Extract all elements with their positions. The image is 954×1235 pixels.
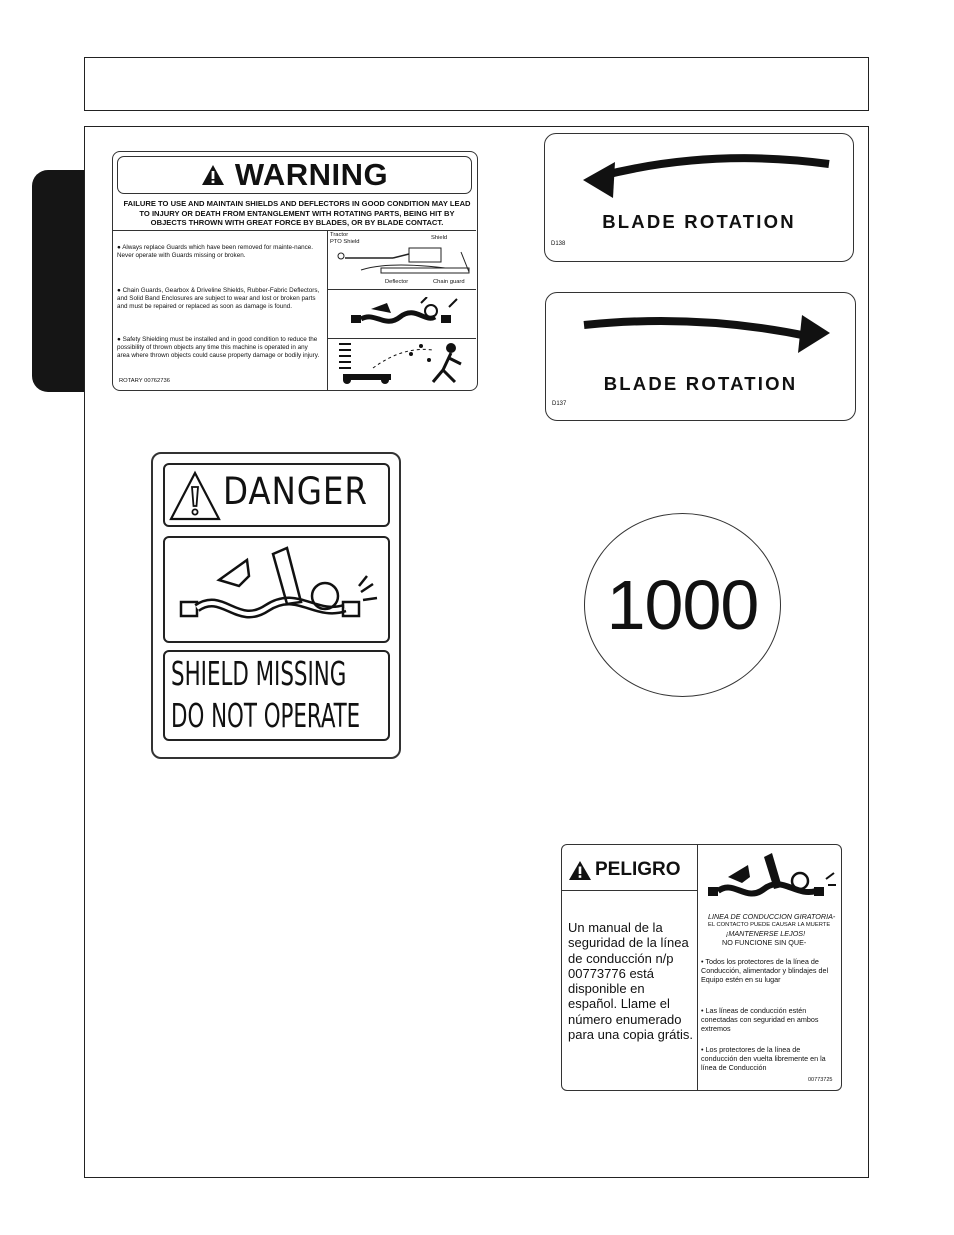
section-tab: [32, 170, 84, 392]
danger-title: DANGER: [223, 470, 368, 513]
danger-line-2: DO NOT OPERATE: [171, 696, 361, 735]
thrown-objects-icon: [333, 340, 473, 386]
entanglement-icon: [702, 851, 838, 913]
blade-rotation-decal-right: [545, 292, 856, 421]
arrow-right-icon: [580, 307, 832, 357]
divider: [562, 890, 697, 891]
blade-rotation-label: BLADE ROTATION: [603, 373, 798, 394]
warning-bullet-1: ● Always replace Guards which have been removed for mainte-nance. Never operate with Guards missing or broken.: [117, 244, 313, 259]
peligro-keep-away: ¡MANTENERSE LEJOS!: [726, 929, 806, 938]
decal-code: D138: [551, 241, 566, 247]
peligro-bullet-3: • Los protectores de la línea de conducción den vuelta libremente en la línea de Conducción: [701, 1045, 826, 1072]
divider: [697, 845, 698, 1090]
warning-title: WARNING: [234, 157, 389, 192]
divider: [113, 230, 476, 231]
decal-code: D137: [552, 401, 567, 407]
peligro-body: Un manual de la seguridad de la línea de conducción n/p 00773776 está disponible en español. Llame el número enumerado para una copia grátis.: [568, 920, 694, 1043]
divider: [327, 289, 476, 290]
warning-decal: [112, 151, 478, 391]
danger-illustration-panel: [163, 536, 390, 643]
divider: [327, 230, 328, 390]
arrow-left-icon: [581, 146, 831, 202]
peligro-bullet-1: • Todos los protectores de la línea de Conducción, alimentador y blindajes del Equipo estén en su lugar: [701, 957, 829, 984]
peligro-do-not: NO FUNCIONE SIN QUE-: [722, 938, 807, 947]
warning-triangle-icon: [201, 164, 225, 186]
danger-header: [163, 463, 390, 527]
warning-triangle-icon: [568, 860, 592, 881]
mower-diagram-icon: [331, 240, 473, 282]
pto-speed-decal: [584, 513, 781, 697]
warning-bullet-3: ● Safety Shielding must be installed and in good condition to reduce the possibility of thrown objects any time this machine is operated in any area where thrown objects could cause property damage or bodily injury.: [117, 336, 320, 359]
page-header-box: [84, 57, 869, 111]
peligro-decal: [561, 844, 842, 1091]
entanglement-icon: [175, 546, 383, 636]
tractor-pto-shield-label: Tractor PTO Shield: [330, 232, 360, 245]
divider: [327, 338, 476, 339]
danger-decal: [151, 452, 401, 759]
peligro-bullet-2: • Las líneas de conducción estén conectadas con seguridad en ambos extremos: [701, 1006, 819, 1033]
danger-line-1: SHIELD MISSING: [171, 654, 347, 693]
blade-rotation-label: BLADE ROTATION: [602, 211, 796, 232]
warning-header: [117, 156, 472, 194]
warning-main-text: FAILURE TO USE AND MAINTAIN SHIELDS AND DEFLECTORS IN GOOD CONDITION MAY LEAD TO INJURY OR DEATH FROM ENTANGLEMENT WITH ROTATING PARTS, BEING HIT BY OBJECTS THROWN WITH GREAT FORCE BY BLADES, OR BY BLADE CONTACT.: [123, 199, 471, 228]
deflector-label: Deflector: [385, 279, 409, 285]
entanglement-icon: [345, 297, 463, 333]
warning-part-number: ROTARY 00762736: [119, 378, 170, 384]
pto-speed-value: 1000: [606, 566, 759, 644]
peligro-title: PELIGRO: [595, 859, 681, 880]
peligro-line-title: LINEA DE CONDUCCION GIRATORIA-: [708, 912, 836, 921]
peligro-header: [568, 859, 681, 881]
blade-rotation-decal-left: [544, 133, 854, 262]
warning-triangle-icon: [168, 470, 222, 522]
warning-bullet-2: ● Chain Guards, Gearbox & Driveline Shields, Rubber-Fabric Deflectors, and Solid Band Enclosures are subject to wear and lost or broken parts and must be repaired or replaced as soon as damage is found.: [117, 287, 320, 310]
chain-guard-label: Chain guard: [433, 279, 465, 285]
peligro-contact-line: EL CONTACTO PUEDE CAUSAR LA MUERTE: [708, 922, 831, 928]
shield-label: Shield: [431, 235, 448, 241]
danger-message-panel: [163, 650, 390, 741]
peligro-part-number: 00773725: [808, 1077, 833, 1083]
